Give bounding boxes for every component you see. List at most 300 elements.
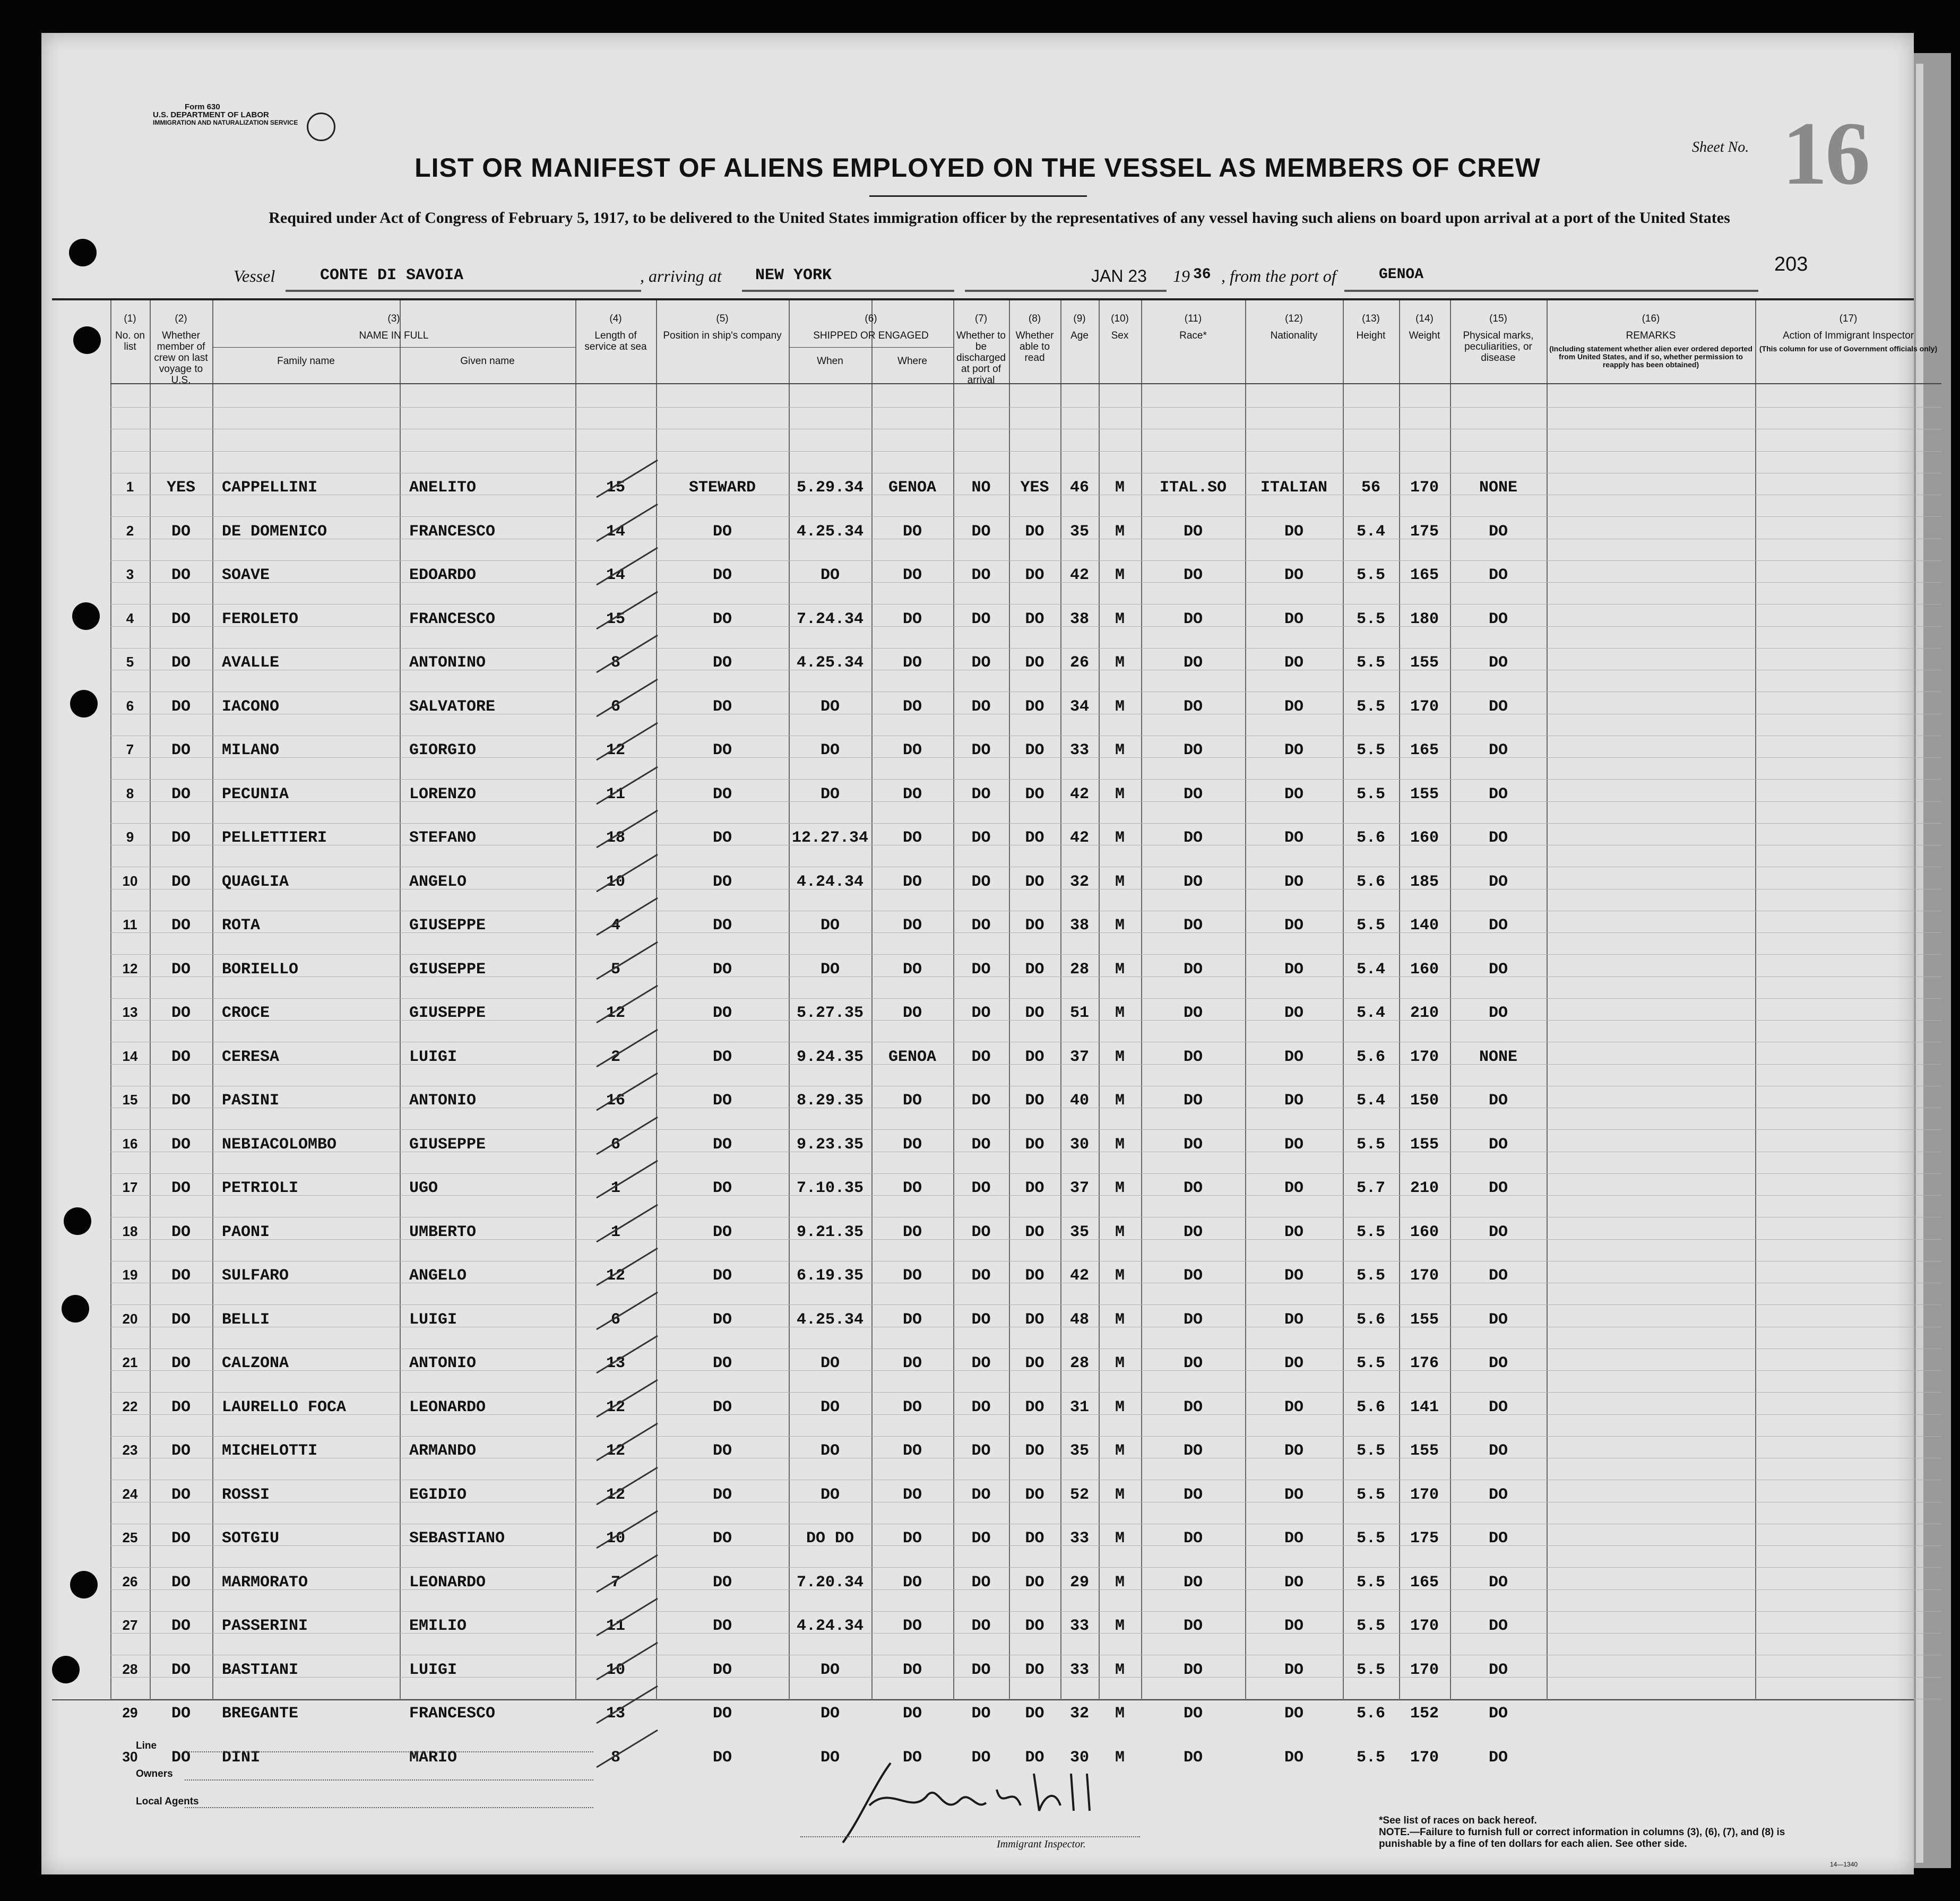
cell-no: 19: [122, 1267, 138, 1283]
cell-discharge: DO: [971, 829, 991, 847]
cell-discharge: DO: [971, 522, 991, 541]
cell-no: 13: [122, 1004, 138, 1020]
cell-race: DO: [1183, 654, 1203, 672]
cell-service: 7: [610, 1573, 620, 1592]
cell-read: DO: [1025, 1135, 1044, 1154]
form-number: Form 630: [185, 102, 220, 111]
cell-position: DO: [712, 741, 732, 759]
checkmark-icon: [586, 718, 666, 765]
column-number: (10): [1111, 313, 1129, 324]
cell-crew: DO: [171, 1530, 191, 1548]
service-name: IMMIGRATION AND NATURALIZATION SERVICE: [153, 119, 298, 126]
checkmark-icon: [586, 1550, 666, 1597]
cell-age: 28: [1069, 1354, 1089, 1372]
cell-where: DO: [902, 1573, 922, 1592]
cell-sex: M: [1115, 1661, 1125, 1679]
checkmark-icon: [586, 674, 666, 722]
cell-read: DO: [1025, 1048, 1044, 1066]
cell-read: YES: [1020, 479, 1049, 497]
cell-discharge: DO: [971, 1748, 991, 1767]
cell-family: CROCE: [222, 1004, 270, 1022]
cell-no: 5: [126, 654, 134, 670]
cell-nationality: DO: [1284, 654, 1303, 672]
cell-race: DO: [1183, 1354, 1203, 1372]
cell-age: 32: [1069, 872, 1089, 891]
cell-marks: DO: [1488, 1661, 1508, 1679]
cell-sex: M: [1115, 1310, 1125, 1329]
cell-nationality: DO: [1284, 785, 1303, 803]
cell-age: 51: [1069, 1004, 1089, 1022]
cell-marks: DO: [1488, 785, 1508, 803]
cell-service: 13: [606, 1705, 625, 1723]
vessel-label: Vessel: [234, 266, 275, 286]
ruled-line: [110, 998, 1941, 999]
cell-no: 17: [122, 1179, 138, 1195]
cell-height: 5.5: [1356, 1267, 1385, 1285]
cell-marks: DO: [1488, 1617, 1508, 1635]
column-header: REMARKS: [1626, 330, 1676, 341]
cell-marks: DO: [1488, 522, 1508, 541]
column-number: (8): [1028, 313, 1041, 324]
cell-crew: DO: [171, 1485, 191, 1504]
cell-given: ANGELO: [409, 872, 467, 891]
cell-read: DO: [1025, 872, 1044, 891]
cell-crew: DO: [171, 566, 191, 584]
cell-crew: DO: [171, 1267, 191, 1285]
cell-weight: 155: [1410, 1135, 1439, 1154]
binder-hole: [64, 1207, 91, 1235]
cell-crew: DO: [171, 1573, 191, 1592]
cell-sex: M: [1115, 960, 1125, 979]
cell-where: DO: [902, 1530, 922, 1548]
cell-race: DO: [1183, 1223, 1203, 1241]
cell-read: DO: [1025, 566, 1044, 584]
cell-position: DO: [712, 522, 732, 541]
cell-when: 7.20.34: [796, 1573, 864, 1592]
cell-crew: DO: [171, 1223, 191, 1241]
cell-where: GENOA: [888, 479, 936, 497]
cell-crew: DO: [171, 785, 191, 803]
cell-weight: 170: [1410, 1267, 1439, 1285]
cell-given: FRANCESCO: [409, 1705, 496, 1723]
cell-sex: M: [1115, 1135, 1125, 1154]
cell-no: 24: [122, 1485, 138, 1502]
column-subheader: Given name: [460, 356, 515, 367]
cell-age: 33: [1069, 741, 1089, 759]
cell-no: 15: [122, 1092, 138, 1108]
cell-family: DE DOMENICO: [222, 522, 327, 541]
cell-height: 56: [1361, 479, 1380, 497]
cell-age: 48: [1069, 1310, 1089, 1329]
cell-position: DO: [712, 1267, 732, 1285]
cell-age: 37: [1069, 1179, 1089, 1197]
ruled-line: [110, 451, 1941, 452]
cell-service: 6: [610, 1310, 620, 1329]
cell-weight: 175: [1410, 522, 1439, 541]
cell-given: GIUSEPPE: [409, 917, 486, 935]
cell-read: DO: [1025, 522, 1044, 541]
cell-crew: DO: [171, 610, 191, 628]
cell-when: DO: [820, 1354, 840, 1372]
checkmark-icon: [586, 455, 666, 503]
cell-crew: DO: [171, 1748, 191, 1767]
department-name: U.S. DEPARTMENT OF LABOR: [153, 110, 269, 119]
cell-discharge: DO: [971, 1705, 991, 1723]
inspector-label: Immigrant Inspector.: [997, 1838, 1086, 1850]
cell-height: 5.5: [1356, 741, 1385, 759]
column-note: (Including statement whether alien ever ordered deported from United States, and if so, whether permission to reapply has been obtained): [1549, 344, 1752, 369]
cell-sex: M: [1115, 829, 1125, 847]
cell-given: EDOARDO: [409, 566, 477, 584]
cell-height: 5.5: [1356, 1617, 1385, 1635]
cell-weight: 150: [1410, 1092, 1439, 1110]
cell-position: DO: [712, 654, 732, 672]
cell-race: DO: [1183, 1748, 1203, 1767]
column-header: Age: [1070, 330, 1089, 341]
cell-sex: M: [1115, 1530, 1125, 1548]
cell-no: 23: [122, 1442, 138, 1458]
column-note: (This column for use of Government officials only): [1759, 344, 1938, 353]
races-note: *See list of races on back hereof.: [1379, 1815, 1537, 1826]
checkmark-icon: [586, 1506, 666, 1553]
cell-height: 5.5: [1356, 697, 1385, 716]
cell-age: 32: [1069, 1705, 1089, 1723]
cell-age: 42: [1069, 785, 1089, 803]
cell-crew: DO: [171, 522, 191, 541]
cell-race: DO: [1183, 1310, 1203, 1329]
cell-given: GIUSEPPE: [409, 960, 486, 979]
cell-position: DO: [712, 1048, 732, 1066]
cell-read: DO: [1025, 1223, 1044, 1241]
cell-read: DO: [1025, 1705, 1044, 1723]
checkmark-icon: [586, 1112, 666, 1160]
cell-where: DO: [902, 1004, 922, 1022]
cell-height: 5.6: [1356, 1310, 1385, 1329]
cell-nationality: DO: [1284, 1485, 1303, 1504]
cell-age: 26: [1069, 654, 1089, 672]
cell-nationality: DO: [1284, 1179, 1303, 1197]
cell-where: DO: [902, 741, 922, 759]
cell-marks: DO: [1488, 1354, 1508, 1372]
cell-where: DO: [902, 785, 922, 803]
cell-sex: M: [1115, 610, 1125, 628]
cell-weight: 165: [1410, 1573, 1439, 1592]
cell-age: 31: [1069, 1398, 1089, 1416]
cell-given: EMILIO: [409, 1617, 467, 1635]
table-top-rule: [52, 298, 1914, 300]
cell-nationality: DO: [1284, 1398, 1303, 1416]
cell-race: DO: [1183, 1398, 1203, 1416]
cell-crew: DO: [171, 1398, 191, 1416]
cell-crew: DO: [171, 654, 191, 672]
owners-label: Owners: [136, 1768, 173, 1779]
cell-family: MARMORATO: [222, 1573, 308, 1592]
cell-service: 10: [606, 1661, 625, 1679]
cell-discharge: DO: [971, 741, 991, 759]
cell-nationality: DO: [1284, 1442, 1303, 1460]
cell-given: ANTONIO: [409, 1354, 477, 1372]
cell-family: PASINI: [222, 1092, 280, 1110]
cell-age: 35: [1069, 1223, 1089, 1241]
cell-position: DO: [712, 610, 732, 628]
cell-given: UMBERTO: [409, 1223, 477, 1241]
cell-sex: M: [1115, 1573, 1125, 1592]
cell-race: DO: [1183, 1661, 1203, 1679]
binder-hole: [72, 602, 100, 630]
column-subheader: Where: [897, 356, 927, 367]
cell-age: 29: [1069, 1573, 1089, 1592]
cell-position: DO: [712, 1223, 732, 1241]
column-header: Height: [1356, 330, 1386, 341]
cell-when: DO: [820, 1398, 840, 1416]
cell-height: 5.5: [1356, 1748, 1385, 1767]
cell-position: DO: [712, 1485, 732, 1504]
cell-position: DO: [712, 1354, 732, 1372]
column-number: (9): [1073, 313, 1086, 324]
cell-marks: DO: [1488, 741, 1508, 759]
cell-nationality: DO: [1284, 1705, 1303, 1723]
cell-service: 13: [606, 1354, 625, 1372]
column-header: No. on list: [115, 330, 145, 352]
ruled-line: [110, 779, 1941, 780]
cell-age: 52: [1069, 1485, 1089, 1504]
cell-weight: 165: [1410, 741, 1439, 759]
cell-position: DO: [712, 1442, 732, 1460]
ruled-line: [110, 1129, 1941, 1130]
cell-service: 14: [606, 522, 625, 541]
cell-height: 5.5: [1356, 1442, 1385, 1460]
cell-service: 6: [610, 1135, 620, 1154]
ruled-line: [110, 1173, 1941, 1174]
column-number: (11): [1184, 313, 1202, 324]
cell-height: 5.5: [1356, 1661, 1385, 1679]
cell-no: 22: [122, 1398, 138, 1414]
ruled-line: [110, 1436, 1941, 1437]
cell-marks: DO: [1488, 566, 1508, 584]
column-number: (3): [387, 313, 400, 324]
arrival-port: NEW YORK: [755, 266, 832, 284]
cell-where: DO: [902, 654, 922, 672]
cell-age: 38: [1069, 917, 1089, 935]
cell-position: DO: [712, 1573, 732, 1592]
cell-where: DO: [902, 1135, 922, 1154]
cell-service: 5: [610, 960, 620, 979]
cell-age: 33: [1069, 1530, 1089, 1548]
local-agents-field: [185, 1807, 593, 1808]
cell-discharge: DO: [971, 1398, 991, 1416]
cell-service: 12: [606, 1267, 625, 1285]
binder-hole: [69, 239, 97, 266]
manifest-subtitle: Required under Act of Congress of February 5, 1917, to be delivered to the United States immigration officer by the representatives of any vessel having such aliens on board upon arrival at a port of the United States: [269, 209, 1730, 227]
cell-position: DO: [712, 1705, 732, 1723]
cell-height: 5.5: [1356, 1223, 1385, 1241]
cell-sex: M: [1115, 1748, 1125, 1767]
name-subheader-rule: [212, 347, 575, 348]
cell-family: PAONI: [222, 1223, 270, 1241]
column-header: Whether to be discharged at port of arrival: [956, 330, 1006, 386]
cell-discharge: DO: [971, 610, 991, 628]
column-number: (5): [716, 313, 729, 324]
cell-weight: 165: [1410, 566, 1439, 584]
sheet-number-label: Sheet No.: [1692, 139, 1749, 155]
cell-race: DO: [1183, 1135, 1203, 1154]
cell-discharge: DO: [971, 872, 991, 891]
cell-race: DO: [1183, 697, 1203, 716]
cell-when: 9.24.35: [796, 1048, 864, 1066]
column-number: (12): [1285, 313, 1303, 324]
cell-age: 46: [1069, 479, 1089, 497]
cell-height: 5.6: [1356, 1705, 1385, 1723]
cell-age: 33: [1069, 1661, 1089, 1679]
cell-position: DO: [712, 785, 732, 803]
cell-given: GIUSEPPE: [409, 1135, 486, 1154]
sheet-number: 16: [1782, 103, 1868, 203]
cell-given: ARMANDO: [409, 1442, 477, 1460]
cell-when: 8.29.35: [796, 1092, 864, 1110]
cell-crew: DO: [171, 697, 191, 716]
cell-no: 27: [122, 1617, 138, 1633]
cell-sex: M: [1115, 1223, 1125, 1241]
cell-sex: M: [1115, 1442, 1125, 1460]
cell-where: DO: [902, 917, 922, 935]
checkmark-icon: [586, 762, 666, 809]
binder-hole: [73, 326, 101, 354]
cell-crew: DO: [171, 917, 191, 935]
cell-race: DO: [1183, 566, 1203, 584]
cell-marks: DO: [1488, 1092, 1508, 1110]
cell-when: 4.24.34: [796, 1617, 864, 1635]
cell-nationality: DO: [1284, 1135, 1303, 1154]
cell-given: GIORGIO: [409, 741, 477, 759]
cell-discharge: DO: [971, 1004, 991, 1022]
cell-weight: 170: [1410, 1048, 1439, 1066]
cell-height: 5.5: [1356, 1485, 1385, 1504]
cell-crew: DO: [171, 1705, 191, 1723]
checkmark-icon: [586, 1593, 666, 1641]
checkmark-icon: [586, 1155, 666, 1203]
ruled-line: [110, 1392, 1941, 1393]
line-field: [185, 1751, 593, 1752]
cell-weight: 170: [1410, 479, 1439, 497]
cell-no: 21: [122, 1354, 138, 1370]
departure-port: GENOA: [1379, 266, 1424, 283]
cell-nationality: DO: [1284, 829, 1303, 847]
cell-sex: M: [1115, 1398, 1125, 1416]
cell-marks: DO: [1488, 960, 1508, 979]
checkmark-icon: [586, 1725, 666, 1773]
cell-where: DO: [902, 1661, 922, 1679]
from-port-label: , from the port of: [1221, 266, 1336, 286]
cell-where: DO: [902, 1179, 922, 1197]
cell-marks: DO: [1488, 1748, 1508, 1767]
checkmark-icon: [586, 805, 666, 853]
column-rule: [1755, 300, 1756, 1699]
cell-discharge: DO: [971, 1442, 991, 1460]
cell-crew: DO: [171, 1310, 191, 1329]
cell-weight: 210: [1410, 1179, 1439, 1197]
cell-discharge: DO: [971, 1573, 991, 1592]
cell-service: 10: [606, 1530, 625, 1548]
cell-weight: 155: [1410, 785, 1439, 803]
cell-given: FRANCESCO: [409, 610, 496, 628]
cell-race: DO: [1183, 1179, 1203, 1197]
cell-sex: M: [1115, 1485, 1125, 1504]
cell-service: 10: [606, 872, 625, 891]
cell-position: DO: [712, 917, 732, 935]
cell-age: 33: [1069, 1617, 1089, 1635]
cell-race: DO: [1183, 829, 1203, 847]
cell-nationality: DO: [1284, 1048, 1303, 1066]
cell-sex: M: [1115, 1267, 1125, 1285]
vessel-underline: [286, 290, 641, 292]
cell-sex: M: [1115, 1179, 1125, 1197]
cell-given: LUIGI: [409, 1661, 457, 1679]
cell-when: 4.25.34: [796, 654, 864, 672]
cell-race: DO: [1183, 1617, 1203, 1635]
cell-where: DO: [902, 610, 922, 628]
column-number: (4): [609, 313, 622, 324]
column-header: Whether able to read: [1015, 330, 1054, 364]
cell-family: DINI: [222, 1748, 261, 1767]
cell-given: GIUSEPPE: [409, 1004, 486, 1022]
line-label: Line: [136, 1740, 157, 1751]
cell-position: DO: [712, 1530, 732, 1548]
cell-when: DO: [820, 1442, 840, 1460]
cell-marks: DO: [1488, 1004, 1508, 1022]
cell-family: FEROLETO: [222, 610, 299, 628]
checkmark-icon: [586, 1243, 666, 1291]
cell-height: 5.5: [1356, 1573, 1385, 1592]
cell-crew: DO: [171, 829, 191, 847]
cell-height: 5.4: [1356, 960, 1385, 979]
cell-where: DO: [902, 960, 922, 979]
cell-given: LUIGI: [409, 1310, 457, 1329]
column-header: Position in ship's company: [663, 330, 782, 341]
cell-service: 4: [610, 917, 620, 935]
form-code: 14—1340: [1830, 1861, 1858, 1868]
cell-sex: M: [1115, 1048, 1125, 1066]
checkmark-icon: [586, 542, 666, 590]
cell-discharge: DO: [971, 1179, 991, 1197]
cell-read: DO: [1025, 1485, 1044, 1504]
cell-read: DO: [1025, 960, 1044, 979]
cell-given: STEFANO: [409, 829, 477, 847]
cell-nationality: DO: [1284, 1573, 1303, 1592]
cell-race: DO: [1183, 1267, 1203, 1285]
cell-sex: M: [1115, 697, 1125, 716]
cell-height: 5.5: [1356, 917, 1385, 935]
cell-nationality: DO: [1284, 1354, 1303, 1372]
cell-service: 15: [606, 479, 625, 497]
cell-nationality: DO: [1284, 1530, 1303, 1548]
local-agents-label: Local Agents: [136, 1796, 199, 1807]
cell-given: LORENZO: [409, 785, 477, 803]
arriving-label: , arriving at: [640, 266, 722, 286]
cell-position: DO: [712, 1661, 732, 1679]
binder-hole: [62, 1295, 89, 1323]
cell-marks: DO: [1488, 697, 1508, 716]
column-header: Physical marks, peculiarities, or disease: [1463, 330, 1534, 364]
cell-sex: M: [1115, 479, 1125, 497]
column-header: Sex: [1111, 330, 1129, 341]
cell-no: 14: [122, 1048, 138, 1064]
cell-no: 8: [126, 785, 134, 801]
cell-weight: 160: [1410, 960, 1439, 979]
shipped-subheader-rule: [789, 347, 953, 348]
cell-read: DO: [1025, 1310, 1044, 1329]
port-underline: [742, 290, 954, 292]
cell-no: 10: [122, 872, 138, 889]
